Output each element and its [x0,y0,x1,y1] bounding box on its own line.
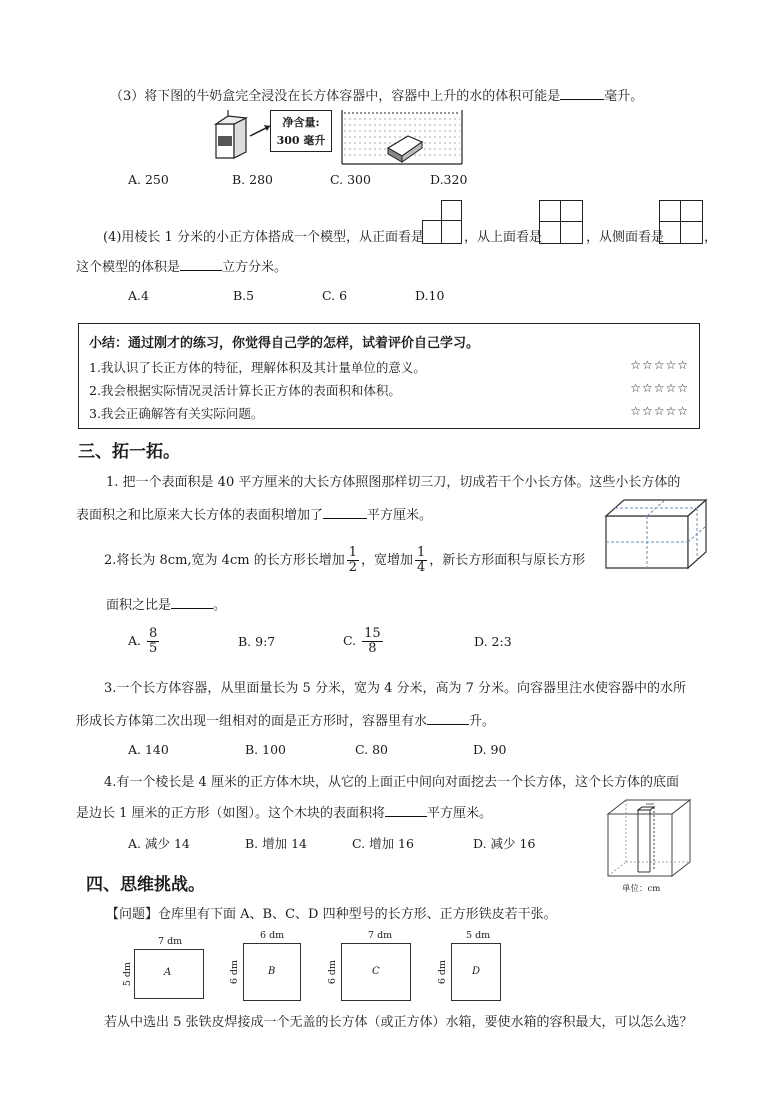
q4-text-part2: ，从上面看是 [464,230,543,245]
s3-p2-frac1 [347,546,359,575]
sheet-b-top-dim: 6 dm [260,930,285,941]
s3-p3-line2-before: 形成长方体第二次出现一组相对的面是正方形时，容器里有水 [76,714,428,729]
s3-p2-frac1-den: 2 [348,560,357,575]
s3-p2-option-a-num: 8 [149,626,158,641]
s3-p2-option-a-den: 5 [149,641,158,656]
milk-carton-figure [212,108,466,166]
s3-p3-line2 [76,711,495,731]
s3-p1-line1: 1. 把一个表面积是 40 平方厘米的大长方体照图那样切三刀，切成若干个小长方体。这些小长方体的 [106,475,681,490]
s3-p2-option-a[interactable] [128,626,161,656]
summary-row-3: 3.我会正确解答有关实际问题。 [89,406,264,421]
milk-label-line2: 300 毫升 [276,134,326,147]
q4-text-part1: (4)用棱长 1 分米的小正方体搭成一个模型，从正面看是 [103,230,424,245]
s3-p1-line2-before: 表面积之和比原来大长方体的表面积增加了 [76,508,324,523]
q3-option-a[interactable]: A. 250 [128,172,169,187]
sheet-c-top-dim: 7 dm [368,930,393,941]
s3-p2-option-c-den: 8 [368,641,377,656]
s3-p4-line2-before: 是边长 1 厘米的正方形（如图）。这个木块的表面积将 [76,806,386,821]
s3-p4-answer-blank[interactable] [385,803,427,817]
s3-p4-line2-after: 平方厘米。 [427,806,493,821]
q4-front-view-icon [422,220,462,244]
s4-question: 若从中选出 5 张铁皮焊接成一个无盖的长方体（或正方体）水箱，要使水箱的容积最大，可以怎么选？ [104,1015,693,1030]
section4-heading: 四、思维挑战。 [86,875,205,895]
s3-p2-option-c-num: 15 [364,626,381,641]
summary-row-1: 1.我认识了长正方体的特征，理解体积及其计量单位的意义。 [89,360,426,375]
summary-stars-2[interactable]: ☆☆☆☆☆ [630,381,689,395]
s3-p3-option-d[interactable]: D. 90 [473,742,507,757]
q4-text-part4: ， [704,230,718,245]
s3-p4-unit: 单位：cm [622,884,661,894]
q3-text-before: （3）将下图的牛奶盒完全浸没在长方体容器中，容器中上升的水的体积可能是 [110,89,561,104]
s3-p2-option-b[interactable]: B. 9:7 [238,634,276,649]
s3-p1-answer-blank[interactable] [323,505,367,519]
q4-answer-blank[interactable] [180,257,222,271]
s3-p2-frac2-den: 4 [417,560,426,575]
s3-p2-line2-after: 。 [213,598,227,613]
q3-option-c[interactable]: C. 300 [330,172,371,187]
s3-p2-option-c[interactable] [343,626,385,656]
q4-line2-before: 这个模型的体积是 [76,260,181,275]
q4-side-view-icon [659,200,703,244]
s3-p2-option-a-frac [147,627,159,656]
s3-p2-option-a-label: A. [128,633,142,648]
s4-problem: 【问题】仓库里有下面 A、B、C、D 四种型号的长方形、正方形铁皮若干张。 [106,907,557,922]
sheet-d-label: D [472,966,481,977]
sheet-c-label: C [372,966,380,977]
sheet-d-top-dim: 5 dm [466,930,491,941]
q4-line2-after: 立方分米。 [222,260,288,275]
s3-p2-line2-before: 面积之比是 [106,598,172,613]
summary-box [78,323,700,429]
s3-p3-option-c[interactable]: C. 80 [355,742,388,757]
s3-p4-option-d[interactable]: D. 减少 16 [473,836,536,851]
summary-title: 小结：通过刚才的练习，你觉得自己学的怎样，试着评价自己学习。 [89,336,480,351]
container-icon [342,110,462,164]
s3-p3-option-b[interactable]: B. 100 [245,742,286,757]
q4-option-d[interactable]: D.10 [415,288,445,303]
sheet-a-top-dim: 7 dm [158,936,183,947]
s3-p2-before: 2.将长为 8cm,宽为 4cm 的长方形长增加 [104,553,345,568]
s3-p2-frac2-num: 1 [417,545,426,560]
sheet-c-side-dim: 6 dm [327,960,338,985]
cut-cuboid-figure [604,498,708,570]
s3-p2-answer-blank[interactable] [171,595,213,609]
s3-p4-line2 [76,803,492,823]
sheet-b-side-dim: 6 dm [229,960,240,985]
s3-p2-after: ，新长方形面积与原长方形 [429,553,586,568]
s3-p4-option-b[interactable]: B. 增加 14 [245,836,308,851]
sheet-b-label: B [268,966,276,977]
summary-stars-3[interactable]: ☆☆☆☆☆ [630,404,689,418]
s3-p4-line1: 4.有一个棱长是 4 厘米的正方体木块，从它的上面正中间向对面挖去一个长方体，这个长方体的底面 [104,775,679,790]
q3-option-d[interactable]: D.320 [430,172,468,187]
s3-p1-line2 [76,505,432,525]
milk-label-box [270,110,332,152]
q3-text-after: 毫升。 [604,89,644,104]
q3-text [110,86,643,106]
q4-option-c[interactable]: C. 6 [322,288,348,303]
summary-row-2: 2.我会根据实际情况灵活计算长正方体的表面积和体积。 [89,383,401,398]
s3-p3-option-a[interactable]: A. 140 [128,742,169,757]
s3-p3-line2-after: 升。 [469,714,496,729]
hollow-cube-figure [606,798,692,882]
sheet-a-label: A [164,967,172,978]
q3-answer-blank[interactable] [560,86,604,100]
q4-front-view-top [441,200,462,221]
sheet-a-side-dim: 5 dm [122,962,133,987]
s3-p2-option-d[interactable]: D. 2:3 [474,634,512,649]
s3-p2-line2 [106,595,226,615]
q3-option-b[interactable]: B. 280 [232,172,273,187]
q4-option-b[interactable]: B.5 [233,288,255,303]
s3-p2-option-c-frac [362,627,383,656]
milk-label-line1: 净含量: [282,116,320,129]
q4-line2 [76,257,287,277]
q4-text-part3: ，从侧面看是 [586,230,665,245]
s3-p3-line1: 3.一个长方体容器，从里面量长为 5 分米，宽为 4 分米，高为 7 分米。向容器里注水使容器中的水所 [104,681,687,696]
summary-stars-1[interactable]: ☆☆☆☆☆ [630,358,689,372]
s3-p2-frac2 [415,546,427,575]
sheet-d-side-dim: 6 dm [437,960,448,985]
section3-heading: 三、拓一拓。 [78,442,180,462]
s3-p4-option-a[interactable]: A. 减少 14 [128,836,190,851]
q4-top-view-icon [539,200,583,244]
s3-p2-mid: ，宽增加 [360,553,413,568]
s3-p2-frac1-num: 1 [348,545,357,560]
milk-carton-icon [216,110,246,158]
s3-p4-option-c[interactable]: C. 增加 16 [352,836,414,851]
s3-p1-line2-after: 平方厘米。 [367,508,433,523]
s3-p2-option-c-label: C. [343,633,357,648]
s3-p3-answer-blank[interactable] [427,711,469,725]
s3-p2-line1 [104,546,585,576]
q4-option-a[interactable]: A.4 [128,288,149,303]
